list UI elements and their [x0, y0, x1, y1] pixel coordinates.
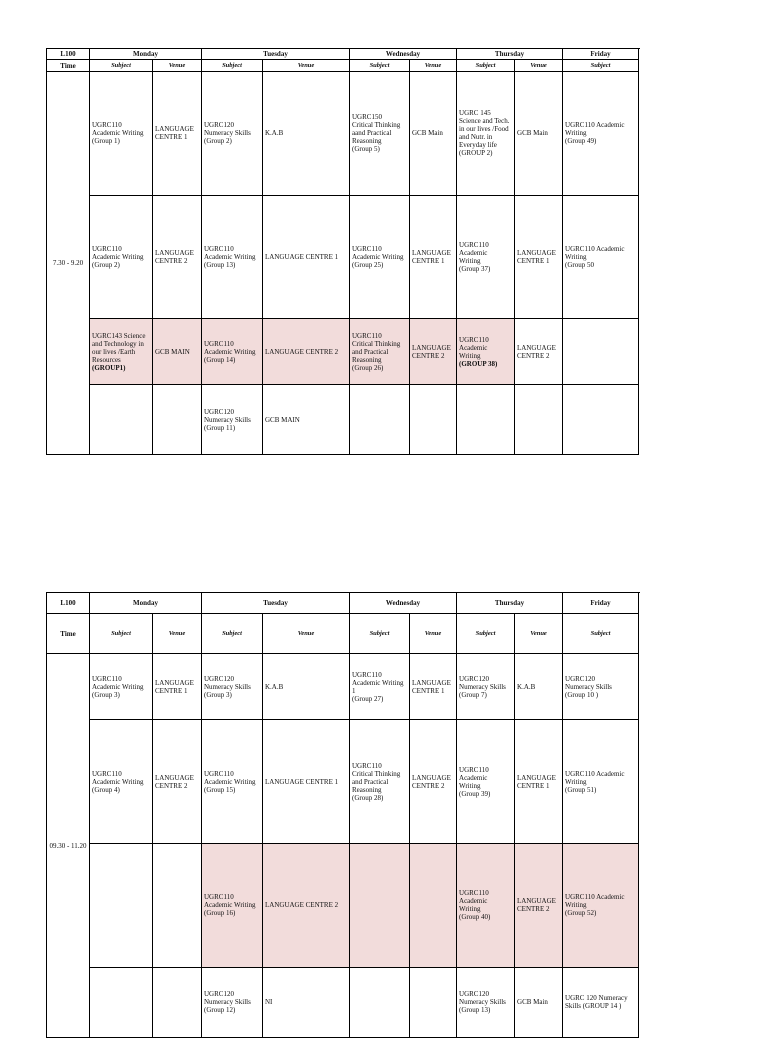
- course-text: UGRC110 Academic Writing (Group 39): [459, 766, 490, 798]
- time-slot: 7.30 - 9.20: [47, 72, 90, 455]
- venue-cell: K.A.B: [515, 654, 563, 720]
- venue-cell: [410, 844, 457, 968]
- course-text: UGRC110 Academic Writing: [459, 336, 489, 360]
- course-text: UGRC110 Critical Thinking and Practical Reasoning (Group 28): [352, 762, 400, 802]
- venue-cell: NI: [263, 967, 350, 1037]
- subject-cell: [457, 195, 515, 319]
- venue-cell: LANGUAGE CENTRE 2: [515, 319, 563, 385]
- subject-column-header: Subject: [457, 60, 515, 72]
- subject-cell: [350, 967, 410, 1037]
- day-header-tuesday: Tuesday: [202, 593, 350, 614]
- day-header-tuesday: Tuesday: [202, 49, 350, 60]
- subject-cell: [202, 385, 263, 455]
- course-text: UGRC110 Academic Writing (Group 52): [565, 893, 624, 917]
- venue-column-header: Venue: [410, 614, 457, 654]
- day-header-wednesday: Wednesday: [350, 49, 457, 60]
- subject-column-header: Subject: [563, 614, 639, 654]
- subject-cell: [457, 654, 515, 720]
- timetable-row: [47, 844, 639, 968]
- course-text: UGRC110 Academic Writing (Group 49): [565, 121, 624, 145]
- course-text: UGRC143 Science and Technology in our lives /Earth Resources: [92, 332, 145, 364]
- subject-column-header: Subject: [90, 614, 153, 654]
- course-text: UGRC110 Academic Writing (Group 13): [204, 245, 256, 269]
- venue-column-header: Venue: [263, 60, 350, 72]
- venue-cell: [153, 844, 202, 968]
- venue-cell: K.A.B: [263, 72, 350, 196]
- venue-cell: GCB Main: [410, 72, 457, 196]
- venue-column-header: Venue: [515, 60, 563, 72]
- subject-cell: [457, 720, 515, 844]
- subject-column-header: Subject: [90, 60, 153, 72]
- venue-column-header: Venue: [153, 60, 202, 72]
- venue-cell: [410, 385, 457, 455]
- timetable-row: [47, 385, 639, 455]
- venue-cell: LANGUAGE CENTRE 2: [263, 319, 350, 385]
- subject-cell: [90, 720, 153, 844]
- course-text: UGRC120 Numeracy Skills (Group 7): [459, 675, 506, 699]
- subject-cell: [90, 195, 153, 319]
- venue-cell: LANGUAGE CENTRE 1: [410, 654, 457, 720]
- venue-cell: LANGUAGE CENTRE 1: [263, 195, 350, 319]
- subject-cell: [350, 844, 410, 968]
- day-header-friday: Friday: [563, 593, 639, 614]
- venue-cell: LANGUAGE CENTRE 2: [410, 319, 457, 385]
- subject-column-header: Subject: [202, 60, 263, 72]
- group-label: (GROUP1): [92, 364, 150, 372]
- subject-cell: [350, 385, 410, 455]
- venue-cell: LANGUAGE CENTRE 2: [263, 844, 350, 968]
- course-text: UGRC150 Critical Thinking aand Practical Reasoning (Group 5): [352, 113, 400, 153]
- course-text: UGRC 120 Numeracy Skills (GROUP 14 ): [565, 994, 628, 1010]
- venue-cell: LANGUAGE CENTRE 2: [515, 844, 563, 968]
- day-header-thursday: Thursday: [457, 593, 563, 614]
- subject-cell: [457, 72, 515, 196]
- day-header-friday: Friday: [563, 49, 639, 60]
- time-header: Time: [47, 60, 90, 72]
- subject-cell: [563, 967, 639, 1037]
- course-text: UGRC110 Academic Writing (Group 1): [92, 121, 144, 145]
- course-text: UGRC 145 Science and Tech. in our lives /Food and Nutr. in Everyday life (GROUP 2): [459, 109, 510, 157]
- subject-column-header: Subject: [350, 614, 410, 654]
- subject-cell: [90, 844, 153, 968]
- subject-column-header: Subject: [457, 614, 515, 654]
- venue-column-header: Venue: [515, 614, 563, 654]
- subject-cell: [563, 654, 639, 720]
- subject-cell: [202, 195, 263, 319]
- timetable-1: [46, 48, 639, 455]
- timetable-row: [47, 654, 639, 720]
- subject-cell: [457, 319, 515, 385]
- venue-cell: K.A.B: [263, 654, 350, 720]
- subject-cell: [563, 195, 639, 319]
- day-header-monday: Monday: [90, 49, 202, 60]
- subject-cell: [350, 720, 410, 844]
- subject-cell: [202, 319, 263, 385]
- course-text: UGRC110 Critical Thinking and Practical Reasoning (Group 26): [352, 332, 400, 372]
- subject-cell: [563, 844, 639, 968]
- subject-cell: [563, 72, 639, 196]
- venue-cell: LANGUAGE CENTRE 2: [153, 195, 202, 319]
- course-text: UGRC110 Academic Writing (Group 15): [204, 770, 256, 794]
- course-text: UGRC120 Numeracy Skills (Group 12): [204, 990, 251, 1014]
- course-text: UGRC110 Academic Writing (Group 37): [459, 241, 490, 273]
- subject-column-header: Subject: [563, 60, 639, 72]
- venue-cell: LANGUAGE CENTRE 1: [263, 720, 350, 844]
- subject-cell: [563, 319, 639, 385]
- timetable-row: [47, 72, 639, 196]
- subject-column-header: Subject: [350, 60, 410, 72]
- day-header-wednesday: Wednesday: [350, 593, 457, 614]
- level-label: L100: [47, 593, 90, 614]
- timetable-2: [46, 592, 639, 1038]
- group-label: (GROUP 38): [459, 360, 512, 368]
- venue-cell: [153, 967, 202, 1037]
- timetable-row: [47, 720, 639, 844]
- level-label: L100: [47, 49, 90, 60]
- course-text: UGRC110 Academic Writing (Group 2): [92, 245, 144, 269]
- venue-column-header: Venue: [410, 60, 457, 72]
- venue-cell: LANGUAGE CENTRE 2: [410, 720, 457, 844]
- course-text: UGRC110 Academic Writing (Group 3): [92, 675, 144, 699]
- subject-column-header: Subject: [202, 614, 263, 654]
- course-text: UGRC110 Academic Writing (Group 25): [352, 245, 404, 269]
- subject-cell: [457, 844, 515, 968]
- venue-cell: LANGUAGE CENTRE 1: [515, 195, 563, 319]
- timetable-row: [47, 195, 639, 319]
- timetable-row: [47, 967, 639, 1037]
- subject-cell: [350, 195, 410, 319]
- time-slot: 09.30 - 11.20: [47, 654, 90, 1037]
- subject-cell: [202, 654, 263, 720]
- course-text: UGRC110 Academic Writing (Group 51): [565, 770, 624, 794]
- course-text: UGRC110 Academic Writing (Group 40): [459, 889, 490, 921]
- venue-cell: GCB Main: [515, 967, 563, 1037]
- venue-column-header: Venue: [153, 614, 202, 654]
- subject-cell: [350, 654, 410, 720]
- venue-cell: [153, 385, 202, 455]
- venue-cell: [515, 385, 563, 455]
- course-text: UGRC110 Academic Writing (Group 4): [92, 770, 144, 794]
- venue-cell: GCB MAIN: [153, 319, 202, 385]
- subject-cell: [563, 720, 639, 844]
- venue-column-header: Venue: [263, 614, 350, 654]
- subject-cell: [90, 654, 153, 720]
- venue-cell: GCB Main: [515, 72, 563, 196]
- course-text: UGRC120 Numeracy Skills (Group 3): [204, 675, 251, 699]
- venue-cell: LANGUAGE CENTRE 2: [153, 720, 202, 844]
- subject-cell: [202, 844, 263, 968]
- course-text: UGRC110 Academic Writing (Group 14): [204, 340, 256, 364]
- subject-cell: [457, 967, 515, 1037]
- subject-cell: [90, 967, 153, 1037]
- course-text: UGRC110 Academic Writing 1 (Group 27): [352, 671, 404, 703]
- subject-cell: [202, 967, 263, 1037]
- day-header-thursday: Thursday: [457, 49, 563, 60]
- course-text: UGRC120 Numeracy Skills (Group 11): [204, 408, 251, 432]
- time-header: Time: [47, 614, 90, 654]
- venue-cell: LANGUAGE CENTRE 1: [153, 72, 202, 196]
- course-text: UGRC120 Numeracy Skills (Group 10 ): [565, 675, 612, 699]
- course-text: UGRC110 Academic Writing (Group 16): [204, 893, 256, 917]
- venue-cell: LANGUAGE CENTRE 1: [410, 195, 457, 319]
- subject-cell: [350, 319, 410, 385]
- subject-cell: [202, 72, 263, 196]
- subject-cell: [350, 72, 410, 196]
- subject-cell: [202, 720, 263, 844]
- subject-cell: [90, 319, 153, 385]
- course-text: UGRC120 Numeracy Skills (Group 2): [204, 121, 251, 145]
- course-text: UGRC110 Academic Writing (Group 50: [565, 245, 624, 269]
- subject-cell: [90, 385, 153, 455]
- subject-cell: [90, 72, 153, 196]
- day-header-monday: Monday: [90, 593, 202, 614]
- subject-cell: [457, 385, 515, 455]
- venue-cell: LANGUAGE CENTRE 1: [515, 720, 563, 844]
- subject-cell: [563, 385, 639, 455]
- venue-cell: LANGUAGE CENTRE 1: [153, 654, 202, 720]
- venue-cell: GCB MAIN: [263, 385, 350, 455]
- timetable-row: [47, 319, 639, 385]
- course-text: UGRC120 Numeracy Skills (Group 13): [459, 990, 506, 1014]
- venue-cell: [410, 967, 457, 1037]
